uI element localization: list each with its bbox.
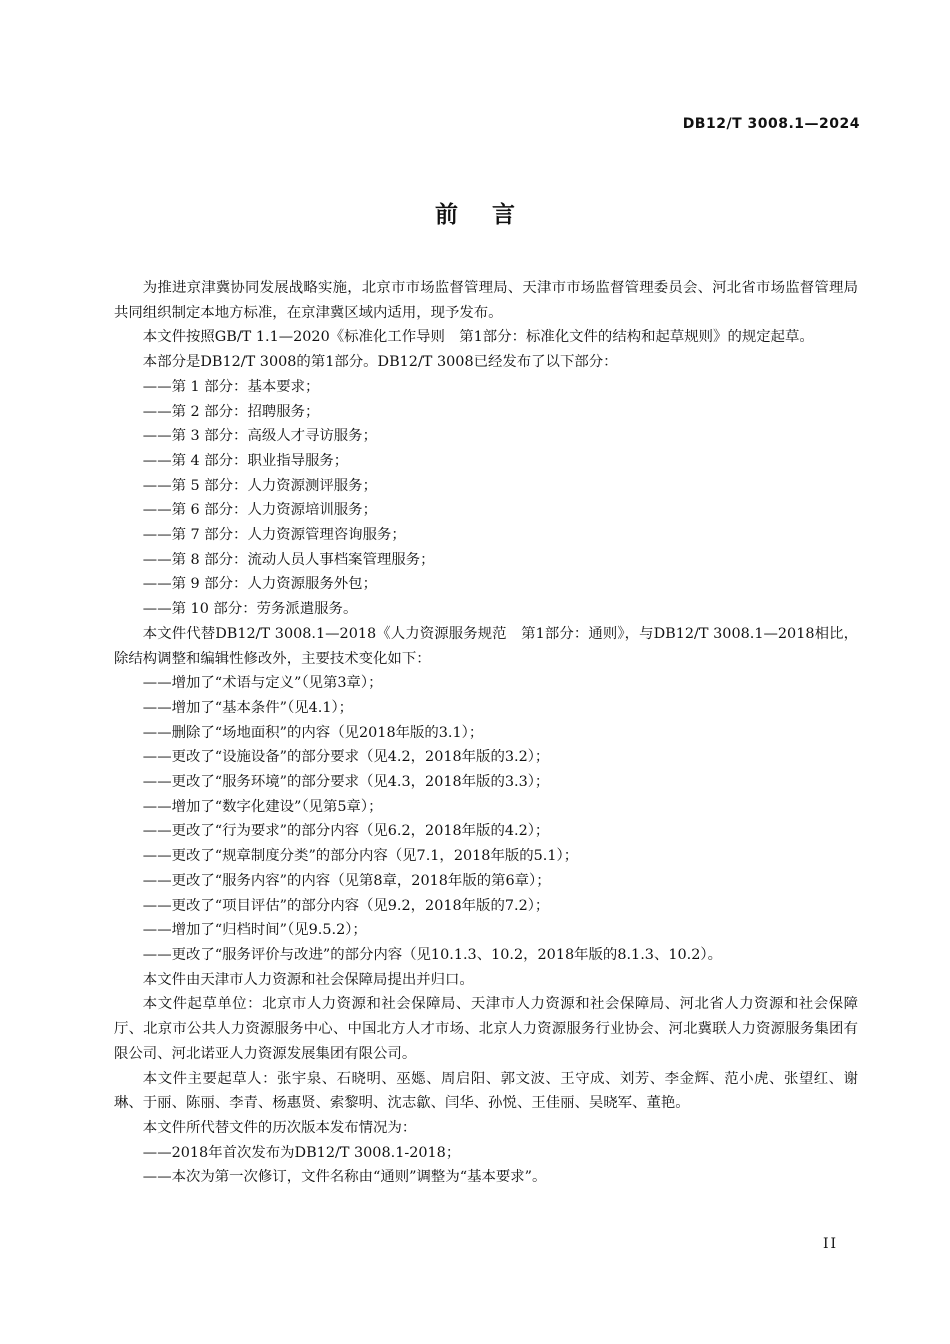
list-item: ——增加了“归档时间”（见9.5.2）； <box>142 922 367 939</box>
list-item: ——更改了“项目评估”的部分内容（见9.2，2018年版的7.2）； <box>142 897 550 914</box>
list-item: ——更改了“服务内容”的内容（见第8章，2018年版的第6章）； <box>142 872 551 889</box>
list-item: ——增加了“数字化建设”（见第5章）； <box>142 798 383 815</box>
list-item: ——本次为第一次修订，文件名称由“通则”调整为“基本要求”。 <box>142 1169 547 1186</box>
page-number: II <box>822 1236 838 1252</box>
list-item: ——第 1 部分：基本要求； <box>142 378 320 395</box>
list-item: ——更改了“服务评价与改进”的部分内容（见10.1.3、10.2，2018年版的8.1.3、10.2）。 <box>142 946 722 963</box>
list-item: ——更改了“规章制度分类”的部分内容（见7.1，2018年版的5.1）； <box>142 848 579 865</box>
paragraph: 本文件主要起草人：张宇泉、石晓明、巫嫕、周启阳、郭文波、王守成、刘芳、李金辉、范小虎、张望红、谢琳、于丽、陈丽、李青、杨惠贤、索黎明、沈志歙、闫华、孙悦、王佳丽、吴晓军、董艳。 <box>114 1070 858 1112</box>
list-item: ——更改了“设施设备”的部分要求（见4.2，2018年版的3.2）； <box>142 749 550 766</box>
list-item: ——增加了“基本条件”（见4.1）； <box>142 699 354 716</box>
paragraph: 本文件由天津市人力资源和社会保障局提出并归口。 <box>142 971 474 988</box>
list-item: ——第 9 部分：人力资源服务外包； <box>142 576 377 593</box>
list-item: ——第 7 部分：人力资源管理咨询服务； <box>142 527 406 544</box>
page-title: 前言 <box>435 202 549 228</box>
list-item: ——更改了“服务环境”的部分要求（见4.3，2018年版的3.3）； <box>142 774 550 791</box>
paragraph: 本部分是DB12/T 3008的第1部分。DB12/T 3008已经发布了以下部分： <box>142 354 618 371</box>
list-item: ——删除了“场地面积”的内容（见2018年版的3.1）； <box>142 724 484 741</box>
list-item: ——第 5 部分：人力资源测评服务； <box>142 477 377 494</box>
paragraph: 本文件按照GB/T 1.1—2020《标准化工作导则 第1部分：标准化文件的结构和起草规则》的规定起草。 <box>142 329 814 346</box>
list-item: ——增加了“术语与定义”（见第3章）； <box>142 675 383 692</box>
list-item: ——第 8 部分：流动人员人事档案管理服务； <box>142 551 435 568</box>
list-item: ——第 6 部分：人力资源培训服务； <box>142 502 377 519</box>
list-item: ——第 4 部分：职业指导服务； <box>142 452 349 469</box>
paragraph: 本文件代替DB12/T 3008.1—2018《人力资源服务规范 第1部分：通则》，与DB12/T 3008.1—2018相比，除结构调整和编辑性修改外，主要技术变化如下： <box>114 625 858 667</box>
list-item: ——更改了“行为要求”的部分内容（见6.2，2018年版的4.2）； <box>142 823 550 840</box>
list-item: ——2018年首次发布为DB12/T 3008.1-2018； <box>142 1144 461 1161</box>
foreword-body <box>114 276 858 1190</box>
document-code: DB12/T 3008.1—2024 <box>682 116 860 132</box>
paragraph: 本文件起草单位：北京市人力资源和社会保障局、天津市人力资源和社会保障局、河北省人力资源和社会保障厅、北京市公共人力资源服务中心、中国北方人才市场、北京人力资源服务行业协会、河北冀联人力资源服务集团有限公司、河北诺亚人力资源发展集团有限公司。 <box>114 996 858 1062</box>
paragraph: 为推进京津冀协同发展战略实施，北京市市场监督管理局、天津市市场监督管理委员会、河北省市场监督管理局共同组织制定本地方标准，在京津冀区域内适用，现予发布。 <box>114 280 858 321</box>
list-item: ——第 3 部分：高级人才寻访服务； <box>142 428 377 445</box>
list-item: ——第 2 部分：招聘服务； <box>142 403 320 420</box>
paragraph: 本文件所代替文件的历次版本发布情况为： <box>142 1119 417 1136</box>
list-item: ——第 10 部分：劳务派遣服务。 <box>142 601 358 618</box>
